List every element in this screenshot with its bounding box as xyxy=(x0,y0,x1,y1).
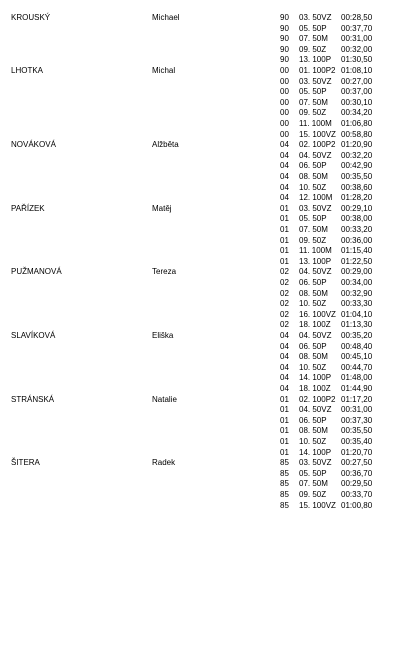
birth-year: 90 xyxy=(280,23,289,33)
event-name: 01. 100P2 xyxy=(299,66,336,75)
birth-year: 01 xyxy=(280,426,289,436)
swimmer-firstname: Matěj xyxy=(152,203,172,213)
event-name: 07. 50M xyxy=(299,224,328,234)
result-time: 00:28,50 xyxy=(341,13,373,22)
result-row xyxy=(0,310,406,321)
result-time: 00:35,50 xyxy=(341,426,373,436)
result-row xyxy=(0,501,406,512)
swimmer-surname: PAŘÍZEK xyxy=(11,203,45,213)
birth-year: 04 xyxy=(280,182,289,192)
birth-year: 04 xyxy=(280,171,289,181)
birth-year: 01 xyxy=(280,224,289,234)
result-row xyxy=(0,193,406,204)
swimmer-firstname: Michal xyxy=(152,66,176,75)
birth-year: 01 xyxy=(280,235,289,245)
result-time: 00:35,20 xyxy=(341,331,373,340)
result-time: 00:34,00 xyxy=(341,277,373,287)
result-time: 01:22,50 xyxy=(341,256,373,266)
result-time: 00:33,30 xyxy=(341,299,373,309)
result-time: 01:20,90 xyxy=(341,140,373,150)
event-name: 05. 50P xyxy=(299,87,327,97)
event-name: 04. 50VZ xyxy=(299,331,332,340)
event-name: 10. 50Z xyxy=(299,182,327,192)
result-time: 00:38,60 xyxy=(341,182,373,192)
result-row xyxy=(0,352,406,363)
event-name: 04. 50VZ xyxy=(299,150,332,160)
result-row xyxy=(0,257,406,268)
swimmer-surname: KROUSKÝ xyxy=(11,13,51,22)
result-list xyxy=(0,140,406,204)
birth-year: 04 xyxy=(280,383,289,393)
swimmer-firstname: Radek xyxy=(152,458,176,468)
swimmer-entry xyxy=(0,140,406,204)
birth-year: 02 xyxy=(280,320,289,330)
result-time: 00:37,70 xyxy=(341,23,373,33)
birth-year: 00 xyxy=(280,87,289,97)
birth-year: 00 xyxy=(280,66,289,75)
result-row xyxy=(0,119,406,130)
birth-year: 01 xyxy=(280,436,289,446)
event-name: 02. 100P2 xyxy=(299,394,336,404)
swimmer-surname: SLAVÍKOVÁ xyxy=(11,331,56,340)
event-name: 07. 50M xyxy=(299,97,328,107)
birth-year: 85 xyxy=(280,468,289,478)
event-name: 14. 100P xyxy=(299,447,332,457)
result-list xyxy=(0,331,406,395)
result-time: 01:28,20 xyxy=(341,193,373,203)
result-row xyxy=(0,161,406,172)
event-name: 16. 100VZ xyxy=(299,309,336,319)
result-row xyxy=(0,490,406,501)
event-name: 07. 50M xyxy=(299,34,328,44)
result-time: 00:33,20 xyxy=(341,224,373,234)
birth-year: 04 xyxy=(280,140,289,150)
result-row xyxy=(0,225,406,236)
event-name: 10. 50Z xyxy=(299,299,327,309)
result-time: 00:35,40 xyxy=(341,436,373,446)
event-name: 11. 100M xyxy=(299,118,332,128)
birth-year: 02 xyxy=(280,309,289,319)
event-name: 13. 100P xyxy=(299,256,332,266)
event-name: 06. 50P xyxy=(299,415,327,425)
swimmer-entry xyxy=(0,395,406,459)
swimmer-entry xyxy=(0,204,406,268)
result-time: 01:30,50 xyxy=(341,55,373,65)
result-row xyxy=(0,236,406,247)
result-row xyxy=(0,405,406,416)
result-time: 00:27,50 xyxy=(341,458,373,468)
birth-year: 85 xyxy=(280,479,289,489)
swimmer-entry xyxy=(0,13,406,66)
result-list xyxy=(0,66,406,140)
event-name: 08. 50M xyxy=(299,352,328,362)
result-row xyxy=(0,289,406,300)
result-time: 01:00,80 xyxy=(341,500,373,510)
result-row xyxy=(0,130,406,141)
birth-year: 04 xyxy=(280,161,289,171)
event-name: 03. 50VZ xyxy=(299,76,332,86)
result-row xyxy=(0,214,406,225)
swimmer-entry xyxy=(0,331,406,395)
event-name: 10. 50Z xyxy=(299,436,327,446)
event-name: 10. 50Z xyxy=(299,362,327,372)
result-time: 00:31,00 xyxy=(341,34,373,44)
result-time: 01:15,40 xyxy=(341,246,373,256)
result-time: 00:27,00 xyxy=(341,76,373,86)
event-name: 02. 100P2 xyxy=(299,140,336,150)
result-row xyxy=(0,45,406,56)
swimmer-surname: LHOTKA xyxy=(11,66,44,75)
birth-year: 04 xyxy=(280,352,289,362)
birth-year: 02 xyxy=(280,277,289,287)
result-row xyxy=(0,183,406,194)
birth-year: 00 xyxy=(280,118,289,128)
result-row xyxy=(0,267,406,278)
result-time: 00:29,00 xyxy=(341,267,373,277)
event-name: 09. 50Z xyxy=(299,44,327,54)
result-row xyxy=(0,140,406,151)
result-list xyxy=(0,395,406,459)
birth-year: 85 xyxy=(280,500,289,510)
result-time: 00:58,80 xyxy=(341,129,373,139)
birth-year: 04 xyxy=(280,341,289,351)
event-name: 05. 50P xyxy=(299,214,327,224)
birth-year: 00 xyxy=(280,76,289,86)
event-name: 07. 50M xyxy=(299,479,328,489)
result-time: 00:32,20 xyxy=(341,150,373,160)
birth-year: 90 xyxy=(280,13,289,22)
birth-year: 02 xyxy=(280,288,289,298)
result-row xyxy=(0,469,406,480)
birth-year: 02 xyxy=(280,299,289,309)
swimmer-firstname: Tereza xyxy=(152,267,177,277)
result-time: 00:29,50 xyxy=(341,479,373,489)
event-name: 03. 50VZ xyxy=(299,13,332,22)
birth-year: 00 xyxy=(280,108,289,118)
event-name: 18. 100Z xyxy=(299,383,331,393)
result-row xyxy=(0,331,406,342)
birth-year: 01 xyxy=(280,447,289,457)
event-name: 18. 100Z xyxy=(299,320,331,330)
result-list xyxy=(0,204,406,268)
event-name: 08. 50M xyxy=(299,288,328,298)
event-name: 05. 50P xyxy=(299,23,327,33)
result-time: 00:34,20 xyxy=(341,108,373,118)
birth-year: 90 xyxy=(280,55,289,65)
result-time: 00:36,00 xyxy=(341,235,373,245)
swimmer-surname: STRÁNSKÁ xyxy=(11,394,55,404)
result-time: 00:48,40 xyxy=(341,341,373,351)
event-name: 08. 50M xyxy=(299,171,328,181)
birth-year: 04 xyxy=(280,362,289,372)
result-time: 01:04,10 xyxy=(341,309,373,319)
swimmer-firstname: Michael xyxy=(152,13,180,22)
event-name: 13. 100P xyxy=(299,55,332,65)
result-time: 00:30,10 xyxy=(341,97,373,107)
birth-year: 04 xyxy=(280,150,289,160)
result-row xyxy=(0,426,406,437)
event-name: 09. 50Z xyxy=(299,489,327,499)
birth-year: 04 xyxy=(280,331,289,340)
event-name: 04. 50VZ xyxy=(299,267,332,277)
result-time: 00:35,50 xyxy=(341,171,373,181)
event-name: 14. 100P xyxy=(299,373,332,383)
swimmer-entry xyxy=(0,267,406,331)
birth-year: 85 xyxy=(280,458,289,468)
birth-year: 04 xyxy=(280,373,289,383)
result-row xyxy=(0,437,406,448)
result-row xyxy=(0,13,406,24)
birth-year: 00 xyxy=(280,97,289,107)
result-row xyxy=(0,384,406,395)
result-row xyxy=(0,458,406,469)
result-row xyxy=(0,479,406,490)
result-row xyxy=(0,363,406,374)
swimmer-surname: ŠITERA xyxy=(11,458,40,468)
result-row xyxy=(0,416,406,427)
result-row xyxy=(0,172,406,183)
result-row xyxy=(0,151,406,162)
result-row xyxy=(0,55,406,66)
swimmer-firstname: Natalie xyxy=(152,394,177,404)
result-time: 01:06,80 xyxy=(341,118,373,128)
result-list xyxy=(0,458,406,511)
result-time: 00:29,10 xyxy=(341,203,373,213)
result-row xyxy=(0,373,406,384)
result-row xyxy=(0,204,406,215)
result-row xyxy=(0,246,406,257)
swimmer-surname: NOVÁKOVÁ xyxy=(11,140,56,150)
birth-year: 01 xyxy=(280,415,289,425)
result-time: 01:08,10 xyxy=(341,66,373,75)
birth-year: 01 xyxy=(280,256,289,266)
swimmer-surname: PUŽMANOVÁ xyxy=(11,267,62,277)
result-row xyxy=(0,299,406,310)
birth-year: 01 xyxy=(280,203,289,213)
event-name: 12. 100M xyxy=(299,193,333,203)
swimmer-firstname: Eliška xyxy=(152,331,174,340)
result-time: 00:42,90 xyxy=(341,161,373,171)
birth-year: 02 xyxy=(280,267,289,277)
result-time: 00:32,90 xyxy=(341,288,373,298)
birth-year: 01 xyxy=(280,246,289,256)
result-list xyxy=(0,13,406,66)
result-row xyxy=(0,24,406,35)
result-time: 01:17,20 xyxy=(341,394,373,404)
result-time: 00:45,10 xyxy=(341,352,373,362)
swimmer-entry xyxy=(0,66,406,140)
result-time: 00:38,00 xyxy=(341,214,373,224)
result-row xyxy=(0,98,406,109)
event-name: 03. 50VZ xyxy=(299,203,332,213)
result-time: 01:13,30 xyxy=(341,320,373,330)
result-time: 00:37,00 xyxy=(341,87,373,97)
result-row xyxy=(0,278,406,289)
event-name: 06. 50P xyxy=(299,277,327,287)
birth-year: 01 xyxy=(280,214,289,224)
event-name: 06. 50P xyxy=(299,161,327,171)
birth-year: 85 xyxy=(280,489,289,499)
event-name: 09. 50Z xyxy=(299,235,327,245)
result-row xyxy=(0,342,406,353)
result-row xyxy=(0,66,406,77)
result-time: 01:20,70 xyxy=(341,447,373,457)
result-row xyxy=(0,448,406,459)
result-row xyxy=(0,395,406,406)
result-row xyxy=(0,87,406,98)
event-name: 04. 50VZ xyxy=(299,405,332,415)
birth-year: 04 xyxy=(280,193,289,203)
result-time: 00:36,70 xyxy=(341,468,373,478)
event-name: 15. 100VZ xyxy=(299,129,336,139)
result-time: 00:37,30 xyxy=(341,415,373,425)
event-name: 11. 100M xyxy=(299,246,332,256)
result-row xyxy=(0,77,406,88)
result-time: 00:31,00 xyxy=(341,405,373,415)
result-time: 00:33,70 xyxy=(341,489,373,499)
event-name: 15. 100VZ xyxy=(299,500,336,510)
birth-year: 90 xyxy=(280,34,289,44)
birth-year: 00 xyxy=(280,129,289,139)
event-name: 09. 50Z xyxy=(299,108,327,118)
birth-year: 01 xyxy=(280,405,289,415)
swimmer-firstname: Alžběta xyxy=(152,140,179,150)
result-time: 01:44,90 xyxy=(341,383,373,393)
result-list xyxy=(0,267,406,331)
birth-year: 01 xyxy=(280,394,289,404)
event-name: 06. 50P xyxy=(299,341,327,351)
result-time: 00:44,70 xyxy=(341,362,373,372)
event-name: 05. 50P xyxy=(299,468,327,478)
result-time: 00:32,00 xyxy=(341,44,373,54)
event-name: 03. 50VZ xyxy=(299,458,332,468)
birth-year: 90 xyxy=(280,44,289,54)
result-time: 01:48,00 xyxy=(341,373,373,383)
result-row xyxy=(0,320,406,331)
swimmer-entry xyxy=(0,458,406,511)
event-name: 08. 50M xyxy=(299,426,328,436)
result-row xyxy=(0,108,406,119)
result-row xyxy=(0,34,406,45)
